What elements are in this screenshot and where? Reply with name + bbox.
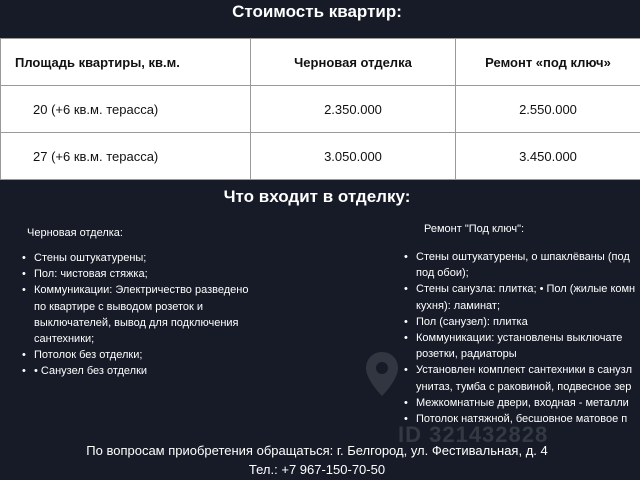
list-item-line: кухня): ламинат; [416, 299, 501, 312]
list-item: • • Санузел без отделки [22, 363, 252, 379]
page-title: Стоимость квартир: [232, 2, 402, 21]
table-row [1, 86, 640, 133]
list-item-line: унитаз, тумба с раковиной, подвесное зер [416, 380, 632, 393]
list-item: • Стены оштукатурены; [22, 250, 252, 266]
table-row [1, 133, 640, 180]
list-item-line: • Потолок натяжной, бесшовное матовое п [416, 413, 628, 426]
list-item: • Потолок без отделки; [22, 347, 252, 363]
table-cell: 27 (+6 кв.м. терасса) [1, 133, 251, 180]
table-cell: 3.050.000 [251, 133, 456, 180]
rough-finish-list [22, 250, 252, 380]
list-item-line: • Межкомнатные двери, входная - металли [416, 396, 629, 409]
list-item-line: • Пол (санузел): плитка [416, 315, 528, 328]
list-item-line: • Стены санузла: плитка; • Пол (жилые комн [416, 283, 636, 296]
table-cell: 20 (+6 кв.м. терасса) [1, 86, 251, 133]
list-item: • Коммуникации: Электричество разведено по квартире с выводом розеток и выключателей, вывод для подключения сантехники; [22, 282, 252, 347]
turnkey-title: Ремонт "Под ключ": [424, 223, 525, 235]
list-item-line: • Коммуникации: установлены выключате [416, 332, 623, 345]
list-item [404, 330, 640, 362]
rough-finish-title: Черновая отделка: [27, 227, 123, 239]
list-item [404, 314, 640, 330]
list-item [404, 281, 640, 313]
table-cell: 2.350.000 [251, 86, 456, 133]
list-item-line: • Установлен комплект сантехники в санузл [416, 364, 633, 377]
list-item-line: под обои); [416, 267, 469, 280]
column-header-rough: Черновая отделка [251, 39, 456, 86]
table-cell: 3.450.000 [456, 133, 640, 180]
list-item [404, 249, 640, 281]
finishing-title: Что входит в отделку: [223, 187, 411, 206]
list-item-line: • Стены оштукатурены, о шпаклёваны (под [416, 251, 630, 263]
list-item: • Пол: чистовая стяжка; [22, 266, 252, 282]
location-pin-icon [364, 350, 400, 416]
list-item [404, 395, 640, 411]
footer-phone: Тел.: +7 967-150-70-50 [248, 462, 386, 477]
table-header-row [1, 39, 640, 86]
list-item-line: розетки, радиаторы [416, 348, 517, 361]
watermark-id: ID 321432828 [398, 422, 549, 447]
footer-address: По вопросам приобретения обращаться: г. Белгород, ул. Фестивальная, д. 4 [86, 443, 548, 458]
column-header-area: Площадь квартиры, кв.м. [1, 39, 251, 86]
turnkey-list [404, 249, 640, 427]
column-header-turnkey: Ремонт «под ключ» [456, 39, 640, 86]
price-table [0, 38, 640, 180]
table-cell: 2.550.000 [456, 86, 640, 133]
list-item [404, 362, 640, 394]
